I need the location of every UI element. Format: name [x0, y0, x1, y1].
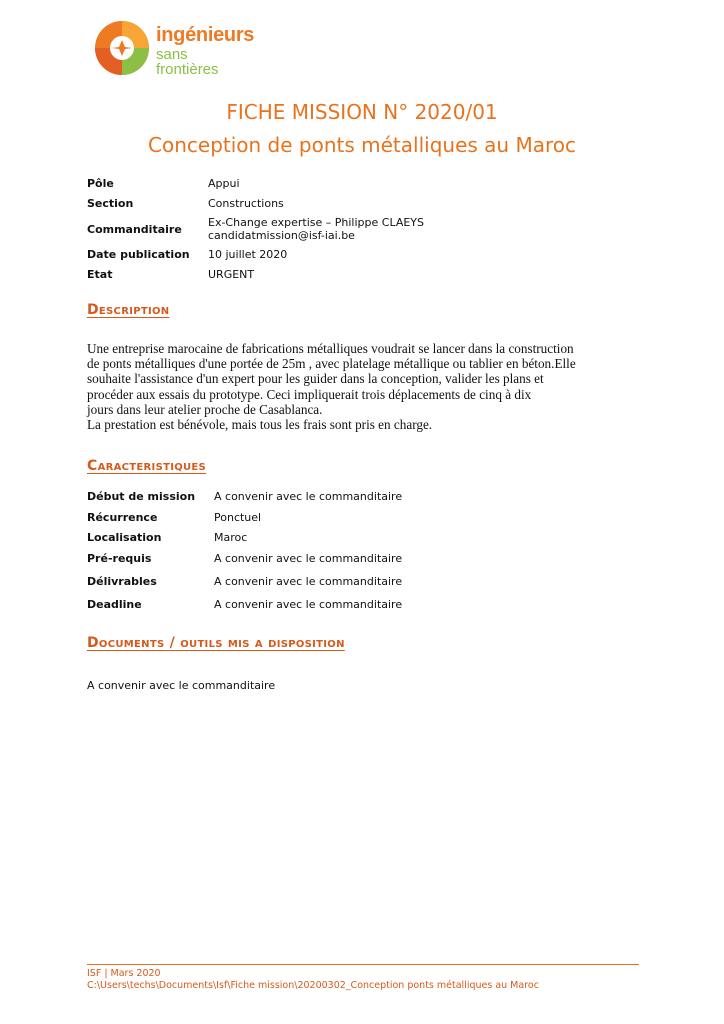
carac-value: Maroc [214, 531, 248, 544]
info-value: Constructions [208, 197, 284, 210]
documents-heading: Documents / outils mis a disposition [87, 635, 345, 651]
carac-value: A convenir avec le commanditaire [214, 575, 403, 588]
isf-logo [94, 20, 254, 76]
carac-label: Délivrables [87, 575, 157, 588]
info-label: Section [87, 197, 134, 210]
description-line: procéder aux essais du prototype. Ceci impliquerait trois déplacements de cinq à dix [87, 386, 532, 402]
info-value: Appui [208, 177, 240, 190]
isf-logo-icon [94, 20, 150, 76]
description-body [87, 341, 647, 432]
description-heading: Description [87, 302, 170, 318]
footer-divider [87, 964, 639, 965]
info-value: URGENT [208, 268, 255, 281]
info-label: Etat [87, 268, 113, 281]
info-label: Commanditaire [87, 223, 182, 236]
carac-label: Pré-requis [87, 552, 152, 565]
caracteristiques-heading: Caracteristiques [87, 458, 207, 474]
footer-org-date: ISF | Mars 2020 [87, 968, 161, 979]
carac-value: A convenir avec le commanditaire [214, 598, 403, 611]
info-label: Date publication [87, 248, 190, 261]
info-label: Pôle [87, 177, 114, 190]
description-line: Une entreprise marocaine de fabrications métalliques voudrait se lancer dans la construction [87, 341, 574, 356]
info-value: 10 juillet 2020 [208, 248, 288, 261]
carac-label: Localisation [87, 531, 162, 544]
description-line: jours dans leur atelier proche de Casablanca. [87, 401, 323, 417]
logo-line2: sans frontières [156, 46, 219, 78]
info-email[interactable]: candidatmission@isf-iai.be [208, 229, 355, 242]
info-value: Ex-Change expertise – Philippe CLAEYS [208, 216, 424, 229]
carac-value: Ponctuel [214, 511, 262, 524]
carac-label: Deadline [87, 598, 142, 611]
carac-label: Début de mission [87, 490, 196, 503]
logo-line1: ingénieurs [156, 24, 255, 46]
footer-file-path: C:\Users\techs\Documents\Isf\Fiche mission\20200302_Conception ponts métalliques au Maroc [87, 980, 539, 991]
carac-label: Récurrence [87, 511, 158, 524]
carac-value: A convenir avec le commanditaire [214, 490, 403, 503]
mission-subject-title: Conception de ponts métalliques au Maroc [148, 133, 576, 157]
carac-value: A convenir avec le commanditaire [214, 552, 403, 565]
documents-text: A convenir avec le commanditaire [87, 679, 276, 692]
description-line: La prestation est bénévole, mais tous les frais sont pris en charge. [87, 417, 433, 433]
mission-number-title: FICHE MISSION N° 2020/01 [226, 100, 498, 124]
description-line: souhaite l'assistance d'un expert pour les guider dans la conception, valider les plans et [87, 371, 544, 387]
description-line: de ponts métalliques d'une portée de 25m , avec platelage métallique ou tablier en béton.Elle [87, 356, 576, 372]
